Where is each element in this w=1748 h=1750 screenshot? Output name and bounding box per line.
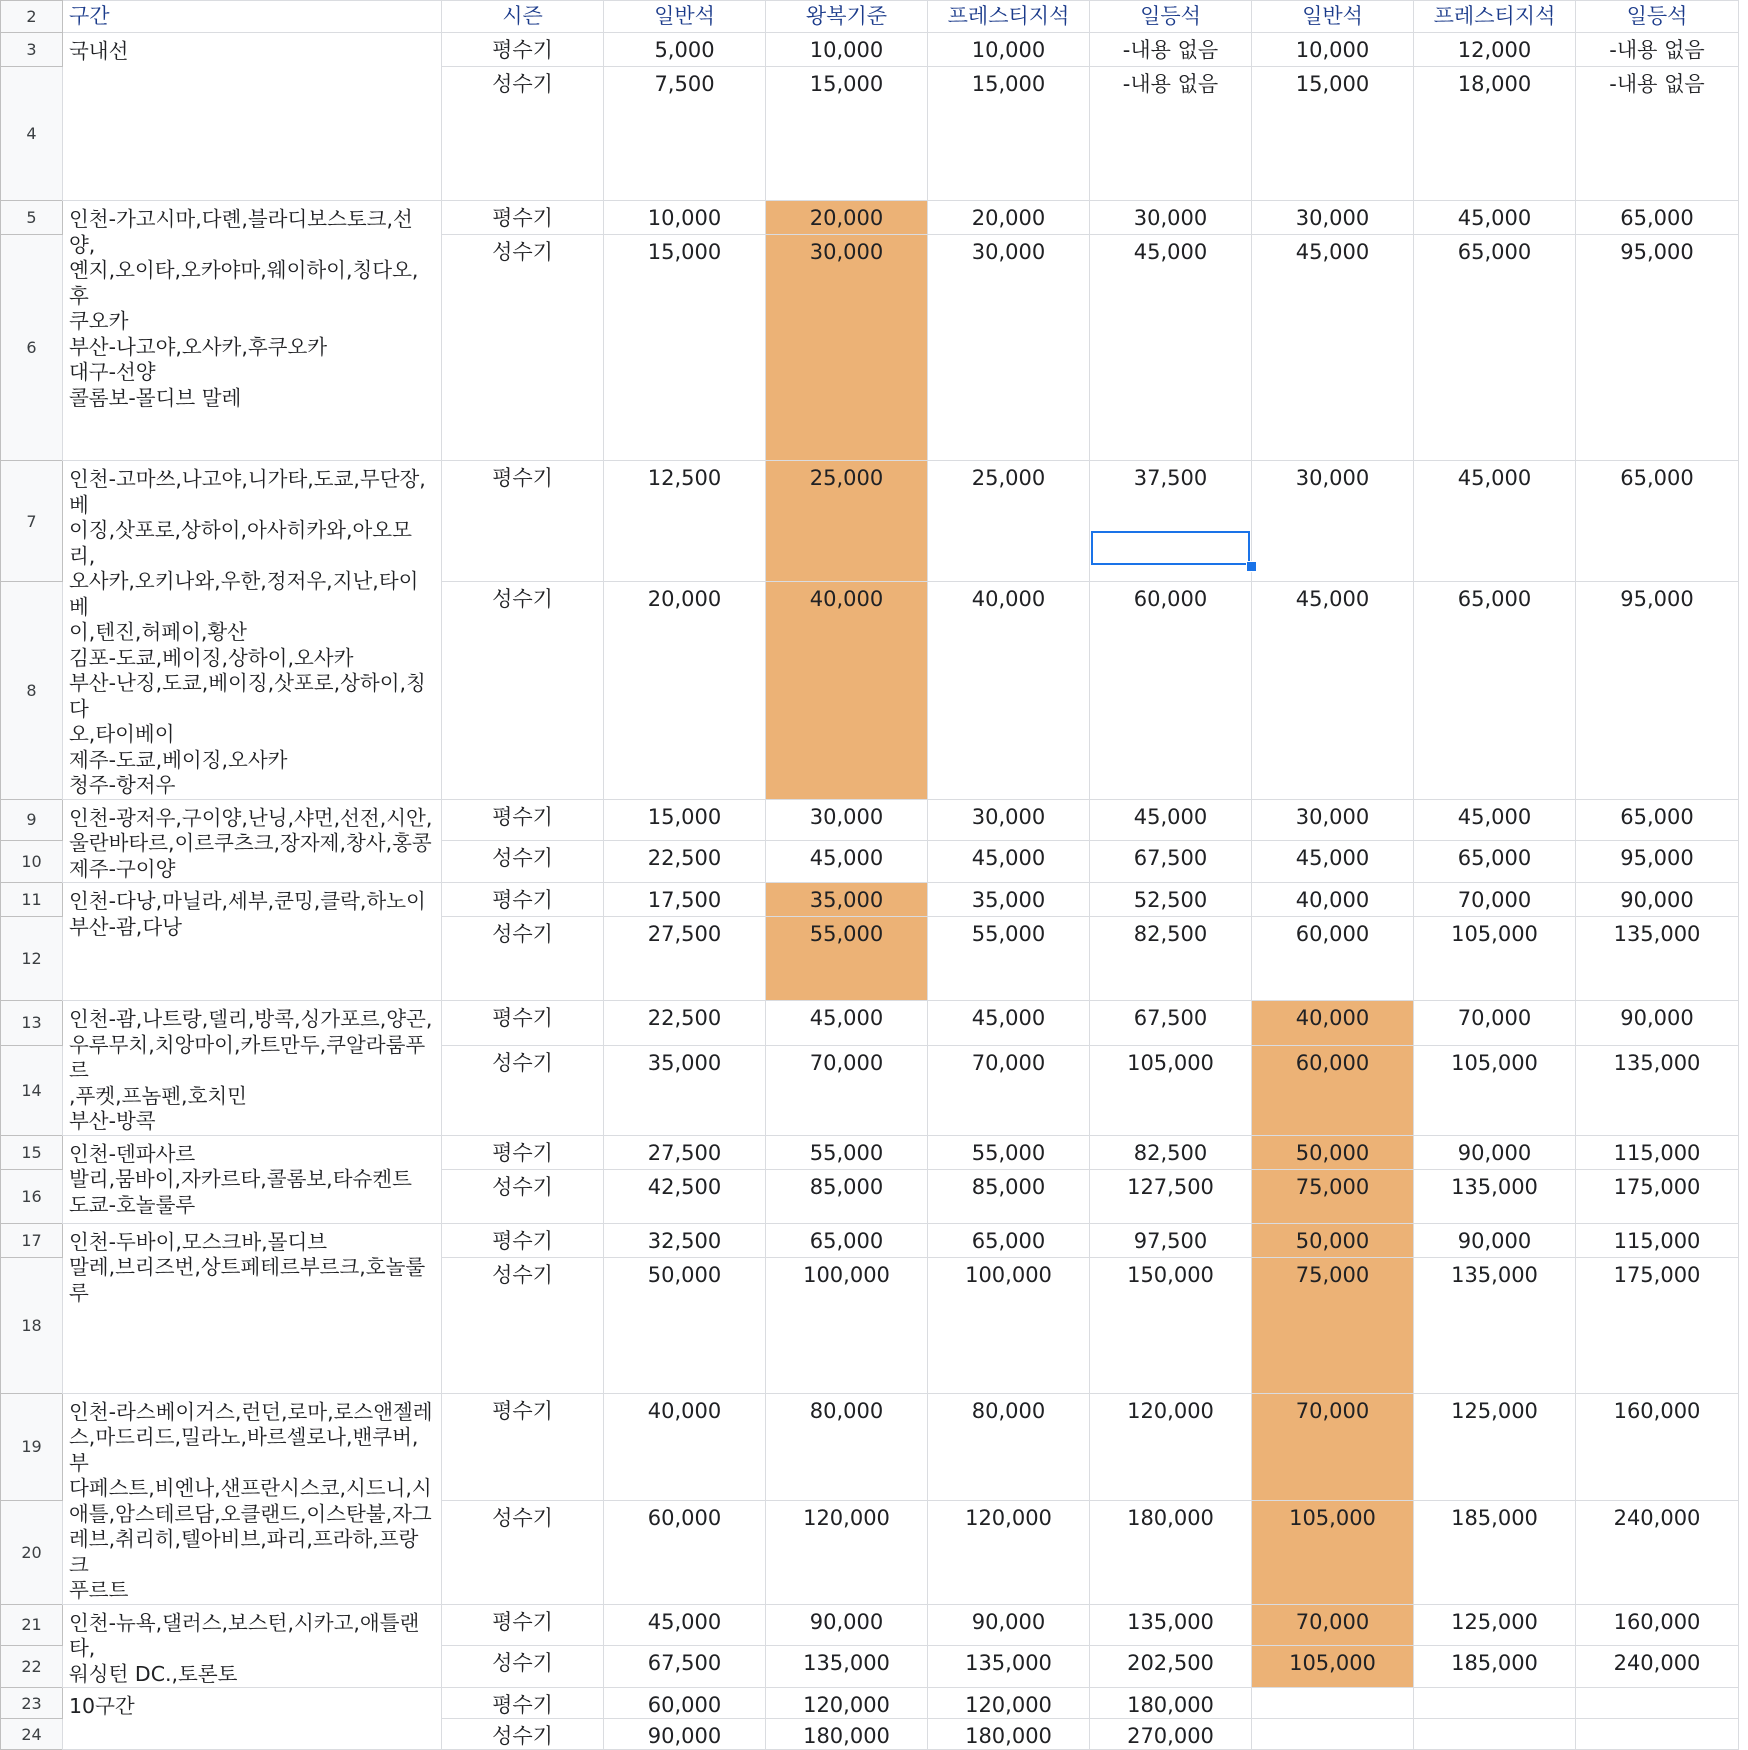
- value-cell[interactable]: 120,000: [928, 1500, 1090, 1604]
- value-cell[interactable]: 45,000: [604, 1604, 766, 1646]
- value-cell[interactable]: 30,000: [928, 235, 1090, 461]
- value-cell[interactable]: 15,000: [928, 67, 1090, 201]
- value-cell[interactable]: 180,000: [1090, 1500, 1252, 1604]
- value-cell[interactable]: 30,000: [766, 235, 928, 461]
- route-cell[interactable]: 국내선: [63, 33, 442, 201]
- value-cell[interactable]: 67,500: [1090, 841, 1252, 883]
- route-cell[interactable]: 인천-가고시마,다롄,블라디보스토크,선양, 옌지,오이타,오카야마,웨이하이,칭다오,후 쿠오카 부산-나고야,오사카,후쿠오카 대구-선양 콜롬보-몰디브 말레: [63, 201, 442, 461]
- value-cell[interactable]: -내용 없음: [1090, 67, 1252, 201]
- value-cell[interactable]: 27,500: [604, 917, 766, 1001]
- column-header-cell[interactable]: 프레스티지석: [1414, 1, 1576, 33]
- table-row: [1, 1135, 1739, 1169]
- row-header[interactable]: 14: [1, 1045, 63, 1135]
- value-cell[interactable]: 22,500: [604, 1001, 766, 1046]
- value-cell[interactable]: 97,500: [1090, 1223, 1252, 1257]
- value-cell[interactable]: -내용 없음: [1576, 67, 1739, 201]
- value-cell[interactable]: 82,500: [1090, 1135, 1252, 1169]
- value-cell[interactable]: 50,000: [1252, 1223, 1414, 1257]
- value-cell[interactable]: 45,000: [1252, 582, 1414, 799]
- value-cell[interactable]: 80,000: [928, 1393, 1090, 1500]
- value-cell[interactable]: 45,000: [1414, 461, 1576, 582]
- value-cell[interactable]: 10,000: [928, 33, 1090, 67]
- value-cell[interactable]: 20,000: [928, 201, 1090, 235]
- table-row: [1, 799, 1739, 841]
- row-header[interactable]: 11: [1, 883, 63, 917]
- value-cell[interactable]: 65,000: [1414, 235, 1576, 461]
- value-cell[interactable]: 270,000: [1090, 1719, 1252, 1750]
- row-header[interactable]: 23: [1, 1688, 63, 1719]
- value-cell[interactable]: 40,000: [1252, 1001, 1414, 1046]
- row-header[interactable]: 17: [1, 1223, 63, 1257]
- season-cell[interactable]: 평수기: [442, 799, 604, 841]
- table-row: [1, 461, 1739, 582]
- value-cell[interactable]: 12,000: [1414, 33, 1576, 67]
- value-cell[interactable]: 105,000: [1414, 1045, 1576, 1135]
- value-cell[interactable]: 20,000: [766, 201, 928, 235]
- value-cell[interactable]: 135,000: [928, 1646, 1090, 1688]
- value-cell[interactable]: 115,000: [1576, 1223, 1739, 1257]
- row-header[interactable]: 6: [1, 235, 63, 461]
- value-cell[interactable]: 10,000: [1252, 33, 1414, 67]
- table-row: [1, 1001, 1739, 1046]
- table-row: [1, 1604, 1739, 1646]
- table-row: [1, 1223, 1739, 1257]
- value-cell[interactable]: 45,000: [766, 1001, 928, 1046]
- value-cell[interactable]: 60,000: [1252, 917, 1414, 1001]
- value-cell[interactable]: 55,000: [928, 1135, 1090, 1169]
- value-cell[interactable]: 40,000: [766, 582, 928, 799]
- value-cell[interactable]: 40,000: [928, 582, 1090, 799]
- value-cell[interactable]: -내용 없음: [1090, 33, 1252, 67]
- value-cell[interactable]: 45,000: [1090, 235, 1252, 461]
- value-cell[interactable]: 30,000: [766, 799, 928, 841]
- value-cell[interactable]: 18,000: [1414, 67, 1576, 201]
- value-cell[interactable]: 30,000: [1252, 799, 1414, 841]
- value-cell[interactable]: 32,500: [604, 1223, 766, 1257]
- column-header-cell[interactable]: 일등석: [1576, 1, 1739, 33]
- season-cell[interactable]: 평수기: [442, 461, 604, 582]
- row-header[interactable]: 13: [1, 1001, 63, 1046]
- value-cell[interactable]: 90,000: [1414, 1135, 1576, 1169]
- value-cell[interactable]: 175,000: [1576, 1169, 1739, 1223]
- value-cell[interactable]: 125,000: [1414, 1393, 1576, 1500]
- value-cell[interactable]: [1576, 1719, 1739, 1750]
- row-header[interactable]: 19: [1, 1393, 63, 1500]
- value-cell[interactable]: 90,000: [1576, 883, 1739, 917]
- value-cell[interactable]: 25,000: [766, 461, 928, 582]
- table-row: [1, 33, 1739, 67]
- value-cell[interactable]: 135,000: [1414, 1257, 1576, 1393]
- value-cell[interactable]: 65,000: [1576, 799, 1739, 841]
- value-cell[interactable]: 67,500: [604, 1646, 766, 1688]
- row-header[interactable]: 4: [1, 67, 63, 201]
- value-cell[interactable]: 100,000: [928, 1257, 1090, 1393]
- season-cell[interactable]: 평수기: [442, 883, 604, 917]
- value-cell[interactable]: 90,000: [928, 1604, 1090, 1646]
- header-row: [1, 1, 1739, 33]
- value-cell[interactable]: 75,000: [1252, 1257, 1414, 1393]
- season-cell[interactable]: 성수기: [442, 1646, 604, 1688]
- value-cell[interactable]: 12,500: [604, 461, 766, 582]
- row-header[interactable]: 20: [1, 1500, 63, 1604]
- value-cell[interactable]: 65,000: [928, 1223, 1090, 1257]
- value-cell[interactable]: 180,000: [766, 1719, 928, 1750]
- value-cell[interactable]: 55,000: [766, 917, 928, 1001]
- row-header[interactable]: 18: [1, 1257, 63, 1393]
- value-cell[interactable]: 15,000: [604, 799, 766, 841]
- value-cell[interactable]: 17,500: [604, 883, 766, 917]
- route-cell[interactable]: 인천-괌,나트랑,델리,방콕,싱가포르,양곤, 우루무치,치앙마이,카트만두,쿠알라룸푸르 ,푸켓,프놈펜,호치민 부산-방콕: [63, 1001, 442, 1136]
- value-cell[interactable]: 70,000: [1252, 1604, 1414, 1646]
- season-cell[interactable]: 평수기: [442, 1604, 604, 1646]
- row-header[interactable]: 2: [1, 1, 63, 33]
- season-cell[interactable]: 평수기: [442, 201, 604, 235]
- value-cell[interactable]: 70,000: [1414, 883, 1576, 917]
- value-cell[interactable]: 70,000: [1252, 1393, 1414, 1500]
- value-cell[interactable]: 125,000: [1414, 1604, 1576, 1646]
- value-cell[interactable]: 60,000: [1090, 582, 1252, 799]
- value-cell[interactable]: 160,000: [1576, 1393, 1739, 1500]
- value-cell[interactable]: 135,000: [1576, 1045, 1739, 1135]
- season-cell[interactable]: 성수기: [442, 841, 604, 883]
- value-cell[interactable]: 15,000: [604, 235, 766, 461]
- row-header[interactable]: 7: [1, 461, 63, 582]
- value-cell[interactable]: -내용 없음: [1576, 33, 1739, 67]
- value-cell[interactable]: 45,000: [766, 841, 928, 883]
- season-cell[interactable]: 평수기: [442, 33, 604, 67]
- value-cell[interactable]: 100,000: [766, 1257, 928, 1393]
- value-cell[interactable]: 240,000: [1576, 1500, 1739, 1604]
- row-header[interactable]: 22: [1, 1646, 63, 1688]
- value-cell[interactable]: 65,000: [766, 1223, 928, 1257]
- season-cell[interactable]: 평수기: [442, 1223, 604, 1257]
- value-cell[interactable]: 30,000: [1252, 461, 1414, 582]
- value-cell[interactable]: 10,000: [604, 201, 766, 235]
- row-header[interactable]: 3: [1, 33, 63, 67]
- value-cell[interactable]: 30,000: [1090, 201, 1252, 235]
- value-cell[interactable]: 90,000: [766, 1604, 928, 1646]
- season-cell[interactable]: 평수기: [442, 1688, 604, 1719]
- value-cell[interactable]: 60,000: [1252, 1045, 1414, 1135]
- value-cell[interactable]: 55,000: [766, 1135, 928, 1169]
- value-cell[interactable]: 60,000: [604, 1688, 766, 1719]
- value-cell[interactable]: 85,000: [766, 1169, 928, 1223]
- value-cell[interactable]: 30,000: [928, 799, 1090, 841]
- row-header[interactable]: 16: [1, 1169, 63, 1223]
- value-cell[interactable]: [1576, 1688, 1739, 1719]
- value-cell[interactable]: 135,000: [766, 1646, 928, 1688]
- value-cell[interactable]: 180,000: [1090, 1688, 1252, 1719]
- value-cell[interactable]: 150,000: [1090, 1257, 1252, 1393]
- value-cell[interactable]: 185,000: [1414, 1500, 1576, 1604]
- row-header[interactable]: 8: [1, 582, 63, 799]
- season-cell[interactable]: 성수기: [442, 235, 604, 461]
- value-cell[interactable]: 45,000: [928, 841, 1090, 883]
- value-cell[interactable]: 27,500: [604, 1135, 766, 1169]
- value-cell[interactable]: 45,000: [1414, 799, 1576, 841]
- value-cell[interactable]: 135,000: [1414, 1169, 1576, 1223]
- value-cell[interactable]: 90,000: [1576, 1001, 1739, 1046]
- row-header[interactable]: 24: [1, 1719, 63, 1750]
- row-header[interactable]: 9: [1, 799, 63, 841]
- table-row: [1, 883, 1739, 917]
- value-cell[interactable]: 67,500: [1090, 1001, 1252, 1046]
- value-cell[interactable]: 40,000: [604, 1393, 766, 1500]
- season-cell[interactable]: 성수기: [442, 582, 604, 799]
- season-cell[interactable]: 성수기: [442, 1045, 604, 1135]
- season-cell[interactable]: 성수기: [442, 1719, 604, 1750]
- value-cell[interactable]: 120,000: [928, 1688, 1090, 1719]
- value-cell[interactable]: 35,000: [928, 883, 1090, 917]
- value-cell[interactable]: 50,000: [1252, 1135, 1414, 1169]
- row-header[interactable]: 10: [1, 841, 63, 883]
- value-cell[interactable]: 120,000: [766, 1500, 928, 1604]
- season-cell[interactable]: 평수기: [442, 1135, 604, 1169]
- value-cell[interactable]: 120,000: [1090, 1393, 1252, 1500]
- value-cell[interactable]: 22,500: [604, 841, 766, 883]
- value-cell[interactable]: [1252, 1688, 1414, 1719]
- value-cell[interactable]: 52,500: [1090, 883, 1252, 917]
- column-header-cell[interactable]: 구간: [63, 1, 442, 33]
- season-cell[interactable]: 평수기: [442, 1393, 604, 1500]
- route-cell[interactable]: 10구간: [63, 1688, 442, 1750]
- value-cell[interactable]: 25,000: [928, 461, 1090, 582]
- row-header[interactable]: 5: [1, 201, 63, 235]
- table-row: [1, 201, 1739, 235]
- value-cell[interactable]: 65,000: [1414, 841, 1576, 883]
- value-cell[interactable]: 185,000: [1414, 1646, 1576, 1688]
- route-cell[interactable]: 인천-덴파사르 발리,뭄바이,자카르타,콜롬보,타슈켄트 도쿄-호놀룰루: [63, 1135, 442, 1223]
- column-header-cell[interactable]: 일반석: [604, 1, 766, 33]
- value-cell[interactable]: 105,000: [1252, 1500, 1414, 1604]
- value-cell[interactable]: [1414, 1719, 1576, 1750]
- value-cell[interactable]: 35,000: [766, 883, 928, 917]
- row-header[interactable]: 12: [1, 917, 63, 1001]
- value-cell[interactable]: 85,000: [928, 1169, 1090, 1223]
- value-cell[interactable]: 30,000: [1252, 201, 1414, 235]
- table-row: [1, 1688, 1739, 1719]
- value-cell[interactable]: 10,000: [766, 33, 928, 67]
- column-header-cell[interactable]: 일등석: [1090, 1, 1252, 33]
- value-cell[interactable]: 90,000: [604, 1719, 766, 1750]
- value-cell[interactable]: 95,000: [1576, 841, 1739, 883]
- value-cell[interactable]: 60,000: [604, 1500, 766, 1604]
- table-row: [1, 1393, 1739, 1500]
- value-cell[interactable]: 95,000: [1576, 235, 1739, 461]
- value-cell[interactable]: [1414, 1688, 1576, 1719]
- value-cell[interactable]: [1252, 1719, 1414, 1750]
- value-cell[interactable]: 55,000: [928, 917, 1090, 1001]
- value-cell[interactable]: 75,000: [1252, 1169, 1414, 1223]
- value-cell[interactable]: 45,000: [1252, 235, 1414, 461]
- value-cell[interactable]: 135,000: [1576, 917, 1739, 1001]
- value-cell[interactable]: 50,000: [604, 1257, 766, 1393]
- value-cell[interactable]: 45,000: [1252, 841, 1414, 883]
- value-cell[interactable]: 65,000: [1414, 582, 1576, 799]
- season-cell[interactable]: 성수기: [442, 67, 604, 201]
- value-cell[interactable]: 7,500: [604, 67, 766, 201]
- route-cell[interactable]: 인천-다낭,마닐라,세부,쿤밍,클락,하노이 부산-괌,다낭: [63, 883, 442, 1001]
- row-header[interactable]: 15: [1, 1135, 63, 1169]
- value-cell[interactable]: 105,000: [1252, 1646, 1414, 1688]
- selected-cell[interactable]: 45,000: [1090, 799, 1252, 841]
- column-header-cell[interactable]: 일반석: [1252, 1, 1414, 33]
- value-cell[interactable]: 180,000: [928, 1719, 1090, 1750]
- season-cell[interactable]: 평수기: [442, 1001, 604, 1046]
- value-cell[interactable]: 65,000: [1576, 461, 1739, 582]
- value-cell[interactable]: 45,000: [928, 1001, 1090, 1046]
- value-cell[interactable]: 70,000: [928, 1045, 1090, 1135]
- season-cell[interactable]: 성수기: [442, 1169, 604, 1223]
- route-cell[interactable]: 인천-두바이,모스크바,몰디브 말레,브리즈번,상트페테르부르크,호놀룰루: [63, 1223, 442, 1393]
- value-cell[interactable]: 70,000: [766, 1045, 928, 1135]
- value-cell[interactable]: 42,500: [604, 1169, 766, 1223]
- value-cell[interactable]: 115,000: [1576, 1135, 1739, 1169]
- value-cell[interactable]: 37,500: [1090, 461, 1252, 582]
- column-header-cell[interactable]: 시즌: [442, 1, 604, 33]
- value-cell[interactable]: 127,500: [1090, 1169, 1252, 1223]
- column-header-cell[interactable]: 왕복기준: [766, 1, 928, 33]
- route-cell[interactable]: 인천-뉴욕,댈러스,보스턴,시카고,애틀랜타, 워싱턴 DC.,토론토: [63, 1604, 442, 1688]
- value-cell[interactable]: 135,000: [1090, 1604, 1252, 1646]
- route-cell[interactable]: 인천-고마쓰,나고야,니가타,도쿄,무단장,베 이징,삿포로,상하이,아사히카와,아오모리, 오사카,오키나와,우한,정저우,지난,타이베 이,텐진,허페이,황산 김포-도쿄,베이징,상하이,오사카 부산-난징,도쿄,베이징,삿포로,상하이,칭다 오,타이베이 제주-도쿄,베이징,오사카 청주-항저우: [63, 461, 442, 800]
- value-cell[interactable]: 65,000: [1576, 201, 1739, 235]
- value-cell[interactable]: 15,000: [766, 67, 928, 201]
- season-cell[interactable]: 성수기: [442, 1500, 604, 1604]
- column-header-cell[interactable]: 프레스티지석: [928, 1, 1090, 33]
- season-cell[interactable]: 성수기: [442, 917, 604, 1001]
- value-cell[interactable]: 35,000: [604, 1045, 766, 1135]
- value-cell[interactable]: 105,000: [1414, 917, 1576, 1001]
- value-cell[interactable]: 120,000: [766, 1688, 928, 1719]
- value-cell[interactable]: 240,000: [1576, 1646, 1739, 1688]
- value-cell[interactable]: 160,000: [1576, 1604, 1739, 1646]
- value-cell[interactable]: 5,000: [604, 33, 766, 67]
- value-cell[interactable]: 95,000: [1576, 582, 1739, 799]
- value-cell[interactable]: 40,000: [1252, 883, 1414, 917]
- value-cell[interactable]: 202,500: [1090, 1646, 1252, 1688]
- value-cell[interactable]: 15,000: [1252, 67, 1414, 201]
- route-cell[interactable]: 인천-광저우,구이양,난닝,샤먼,선전,시안, 울란바타르,이르쿠츠크,장자제,창사,홍콩 제주-구이양: [63, 799, 442, 883]
- value-cell[interactable]: 80,000: [766, 1393, 928, 1500]
- value-cell[interactable]: 20,000: [604, 582, 766, 799]
- value-cell[interactable]: 90,000: [1414, 1223, 1576, 1257]
- row-header[interactable]: 21: [1, 1604, 63, 1646]
- route-cell[interactable]: 인천-라스베이거스,런던,로마,로스앤젤레 스,마드리드,밀라노,바르셀로나,밴쿠버,부 다페스트,비엔나,샌프란시스코,시드니,시 애틀,암스테르담,오클랜드,이스탄불,자그 레브,취리히,텔아비브,파리,프라하,프랑크 푸르트: [63, 1393, 442, 1604]
- value-cell[interactable]: 45,000: [1414, 201, 1576, 235]
- value-cell[interactable]: 175,000: [1576, 1257, 1739, 1393]
- value-cell[interactable]: 105,000: [1090, 1045, 1252, 1135]
- value-cell[interactable]: 70,000: [1414, 1001, 1576, 1046]
- season-cell[interactable]: 성수기: [442, 1257, 604, 1393]
- value-cell[interactable]: 82,500: [1090, 917, 1252, 1001]
